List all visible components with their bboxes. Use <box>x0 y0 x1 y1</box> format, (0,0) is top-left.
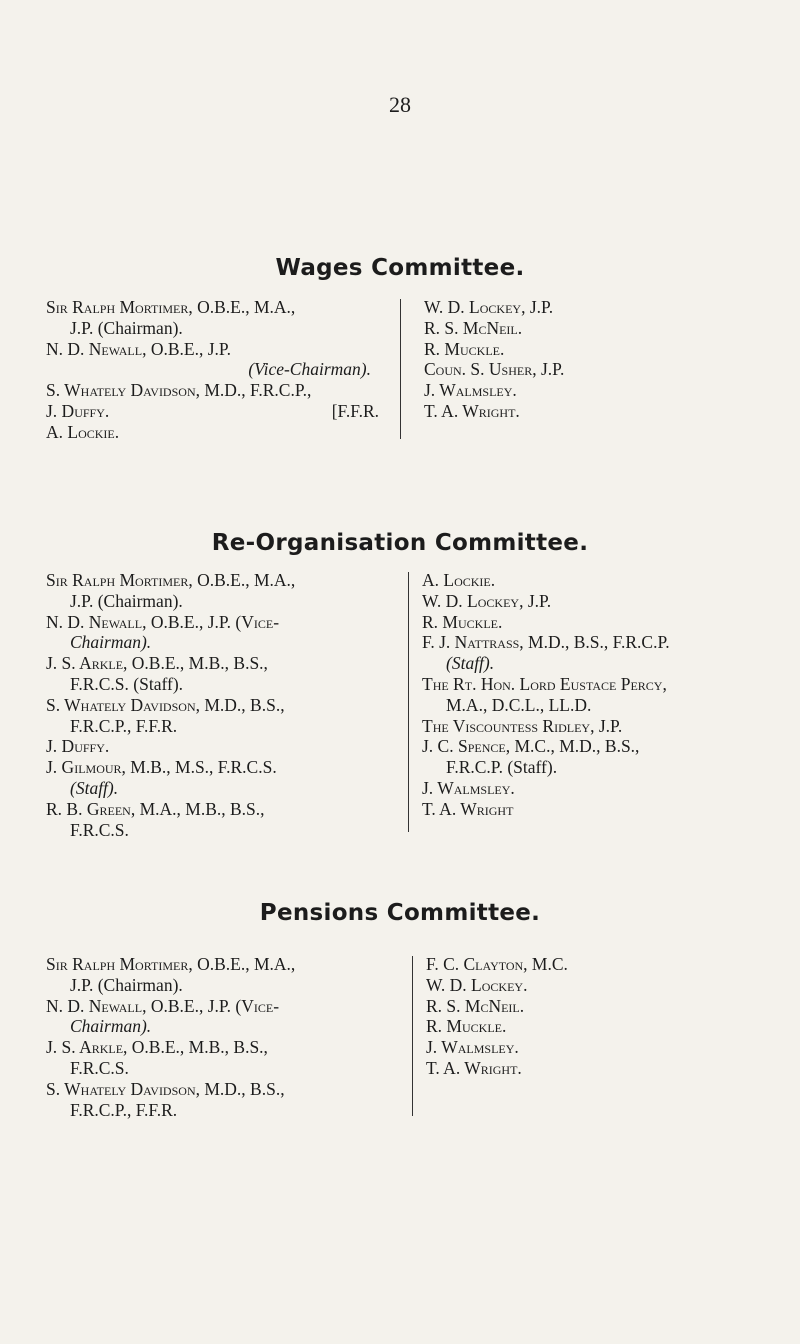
member-line: J. Walmsley. <box>422 777 515 798</box>
member-line: Sir Ralph Mortimer, O.B.E., M.A., <box>46 570 296 590</box>
member-line: N. D. Newall, O.B.E., J.P. <box>46 338 232 359</box>
member-line: (Staff). <box>446 653 495 674</box>
member-line: W. D. Lockey, J.P. <box>422 590 552 611</box>
member-line: J.P. (Chairman). <box>70 317 183 338</box>
wages-committee <box>0 255 800 557</box>
member-line: The Rt. Hon. Lord Eustace Percy, <box>422 673 667 694</box>
member-line: F.R.C.P. (Staff). <box>446 757 558 778</box>
member-line: S. Whately Davidson, M.D., F.R.C.P., <box>46 380 312 401</box>
column-divider <box>412 956 413 1116</box>
member-line: F.R.C.S. <box>70 1057 129 1078</box>
member-line: F.R.C.S. <box>70 819 129 840</box>
member-line: T. A. Wright. <box>424 400 520 421</box>
member-line: N. D. Newall, O.B.E., J.P. (Vice- <box>46 611 280 632</box>
member-line: A. Lockie. <box>422 570 496 590</box>
member-line: W. D. Lockey, J.P. <box>424 297 554 317</box>
member-line: S. Whately Davidson, M.D., B.S., <box>46 694 285 715</box>
member-line: [F.F.R. <box>331 400 379 421</box>
reorganisation-committee <box>0 530 800 870</box>
member-line: J. Duffy. <box>46 736 110 757</box>
member-line: Sir Ralph Mortimer, O.B.E., M.A., <box>46 954 296 974</box>
member-line: Chairman). <box>70 632 152 653</box>
member-line: The Viscountess Ridley, J.P. <box>422 715 623 736</box>
member-line: R. S. McNeil. <box>424 317 523 338</box>
wages-committee-title: Wages Committee. <box>275 255 525 281</box>
page-number: 28 <box>389 92 411 117</box>
member-line: (Staff). <box>70 777 119 798</box>
member-line-split <box>46 401 401 422</box>
member-line: Sir Ralph Mortimer, O.B.E., M.A., <box>46 297 296 317</box>
member-line: J. Walmsley. <box>426 1037 519 1058</box>
member-line: R. Muckle. <box>422 611 503 632</box>
member-line: R. B. Green, M.A., M.B., B.S., <box>46 798 265 819</box>
member-line: R. S. McNeil. <box>426 995 525 1016</box>
member-line: J.P. (Chairman). <box>70 974 183 995</box>
member-line: J.P. (Chairman). <box>70 590 183 611</box>
member-line: W. D. Lockey. <box>426 974 528 995</box>
reorg-left-column <box>46 570 401 840</box>
member-line: N. D. Newall, O.B.E., J.P. (Vice- <box>46 995 280 1016</box>
pensions-committee <box>0 900 800 1154</box>
member-line: J. S. Arkle, O.B.E., M.B., B.S., <box>46 1037 268 1058</box>
member-line: F.R.C.S. (Staff). <box>70 673 184 694</box>
member-line: T. A. Wright. <box>426 1057 522 1078</box>
pensions-right-column <box>426 954 796 1079</box>
member-line: J. Duffy. <box>46 400 110 421</box>
member-line: Chairman). <box>70 1016 152 1037</box>
wages-left-column <box>46 297 401 443</box>
column-divider <box>400 299 401 439</box>
pensions-left-column <box>46 954 401 1120</box>
member-line: T. A. Wright <box>422 798 514 819</box>
member-line: J. C. Spence, M.C., M.D., B.S., <box>422 736 640 757</box>
member-line: S. Whately Davidson, M.D., B.S., <box>46 1078 285 1099</box>
column-divider <box>408 572 409 832</box>
member-line: M.A., D.C.L., LL.D. <box>446 694 592 715</box>
member-line: R. Muckle. <box>424 338 505 359</box>
member-line: J. Gilmour, M.B., M.S., F.R.C.S. <box>46 757 277 778</box>
member-line: J. S. Arkle, O.B.E., M.B., B.S., <box>46 653 268 674</box>
reorganisation-committee-title: Re-Organisation Committee. <box>211 530 589 556</box>
member-line: Coun. S. Usher, J.P. <box>424 359 565 380</box>
member-line: F.R.C.P., F.F.R. <box>70 1099 178 1120</box>
member-line: A. Lockie. <box>46 421 120 442</box>
pensions-committee-title: Pensions Committee. <box>259 900 541 926</box>
member-line: F.R.C.P., F.F.R. <box>70 715 178 736</box>
member-line: F. J. Nattrass, M.D., B.S., F.R.C.P. <box>422 632 670 653</box>
wages-right-column <box>424 297 794 422</box>
member-line: (Vice-Chairman). <box>248 359 371 380</box>
member-line: J. Walmsley. <box>424 380 517 401</box>
reorg-right-column <box>422 570 794 820</box>
member-line: F. C. Clayton, M.C. <box>426 954 568 974</box>
member-line: R. Muckle. <box>426 1016 507 1037</box>
